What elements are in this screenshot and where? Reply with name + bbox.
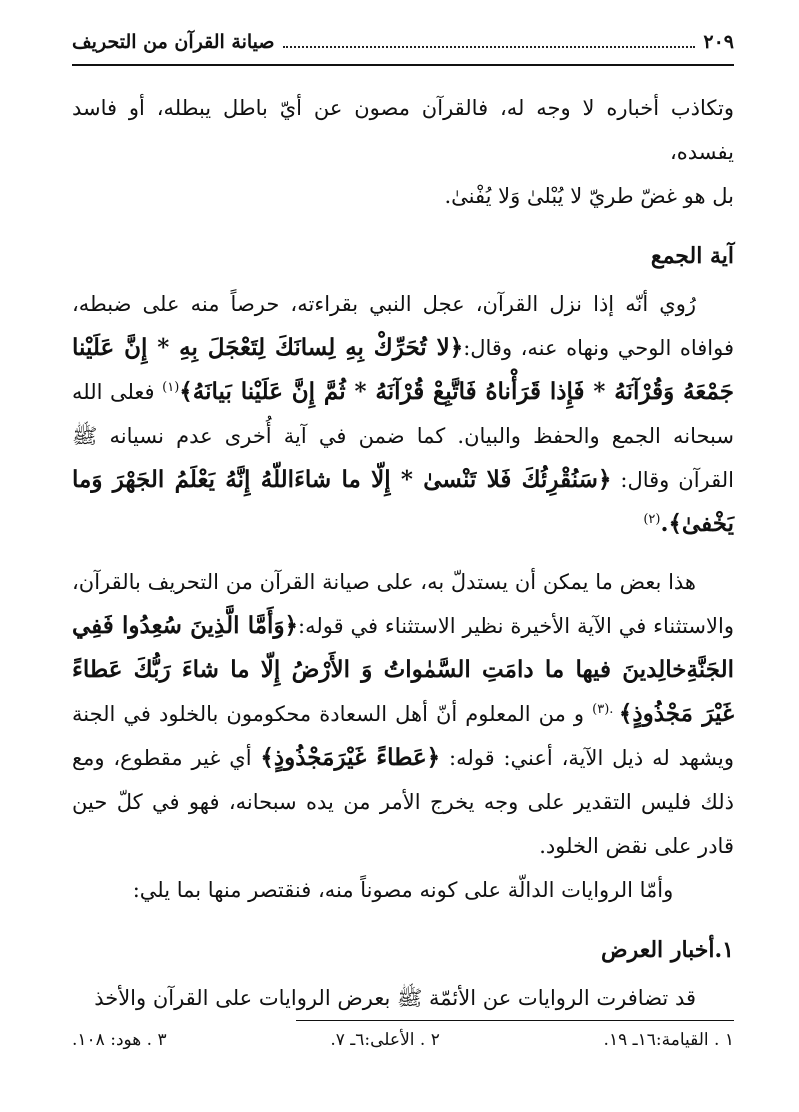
quran-verse-3: ﴿وَأَمَّا الَّذِينَ سُعِدُوا فَفِي الجَنَّةِخالِدينَ فيها ما دامَتِ السَّمٰواتُ وَ الأَرْضُ إِلّا ما شاءَ رَبُّكَ عَطاءً غَيْرَ مَجْذُوذٍ﴾ <box>72 612 735 727</box>
footnote-3: ٣ . هود: ١٠٨. <box>72 1030 167 1050</box>
quran-verse-1: ﴿لا تُحَرِّكْ بِهِ لِسانَكَ لِتَعْجَلَ بِهِ * إِنَّ عَلَيْنا جَمْعَهُ وَقُرْآنَهُ * فَإِذا قَرَأْناهُ فَاتَّبِعْ قُرْآنَهُ * ثُمَّ إِنَّ عَلَيْنا بَيانَهُ﴾ <box>72 334 734 405</box>
page-body <box>72 86 734 1020</box>
footnote-separator <box>296 1020 734 1021</box>
paragraph-3-text-a: هذا بعض ما يمكن أن يستدلّ به، على صيانة القرآن من التحريف بالقرآن، والاستثناء في الآية الأخيرة نظير الاستثناء في قوله: <box>72 570 734 638</box>
footnote-ref-1: (١) <box>162 380 180 395</box>
footnote-1: ١ . القيامة:١٦ـ ١٩. <box>603 1030 734 1050</box>
quran-verse-2: ﴿سَنُقْرِئُكَ فَلا تَنْسىٰ * إِلّا ما شاءَاللّهُ إِنَّهُ يَعْلَمُ الجَهْرَ وَما يَخْفىٰ﴾. <box>72 466 734 537</box>
paragraph-1-line-2: بل هو غضّ طريّ لا يُبْلىٰ وَلا يُفْنىٰ. <box>444 184 734 208</box>
page-number: ٢٠٩ <box>703 31 734 53</box>
footnote-ref-3: .(٣) <box>592 702 619 717</box>
quran-verse-4: ﴿عَطاءً غَيْرَمَجْذُوذٍ﴾ <box>260 744 441 771</box>
paragraph-4: وأمّا الروايات الدالّة على كونه مصوناً منه، فنقتصر منها بما يلي: <box>132 878 674 902</box>
paragraph-3 <box>72 560 734 868</box>
paragraph-1-line-1: وتكاذب أخباره لا وجه له، فالقرآن مصون عن أيّ باطل يبطله، أو فاسد يفسده، <box>72 96 734 164</box>
paragraph-3-text-b: و من المعلوم أنّ أهل السعادة محكومون بالخلود في الجنة ويشهد له ذيل الآية، أعني: قوله: <box>72 702 734 770</box>
footnote-ref-2: (٢) <box>643 512 661 527</box>
running-header <box>72 24 734 60</box>
header-rule <box>72 64 734 66</box>
paragraph-3-text-c: أي غير مقطوع، ومع ذلك فليس التقدير على وجه يخرج الأمر من يده سبحانه، فهو في كلّ حين قادر على نقض الخلود. <box>72 746 734 858</box>
footnote-2: ٢ . الأعلى:٦ـ ٧. <box>330 1030 440 1050</box>
paragraph-2-text-b: فعلى الله سبحانه الجمع والحفظ والبيان. كما ضمن في آية أُخرى عدم نسيانه ﷺ القرآن وقال: <box>72 380 734 492</box>
paragraph-2-text-a: رُوي أنّه إذا نزل القرآن، عجل النبي بقراءته، حرصاً منه على ضبطه، فوافاه الوحي ونهاه عنه، وقال: <box>72 292 734 360</box>
running-title: صيانة القرآن من التحريف <box>72 31 275 53</box>
paragraph-2 <box>72 282 734 546</box>
footnotes <box>72 1030 734 1058</box>
header-leader-dots <box>283 36 696 48</box>
section-heading-ayat-al-jam: آية الجمع <box>650 243 734 269</box>
section-heading-akhbar-al-ard: ١.أخبار العرض <box>601 937 734 963</box>
paragraph-5: قد تضافرت الروايات عن الأئمّة ﷺ بعرض الروايات على القرآن والأخذ <box>94 986 696 1010</box>
